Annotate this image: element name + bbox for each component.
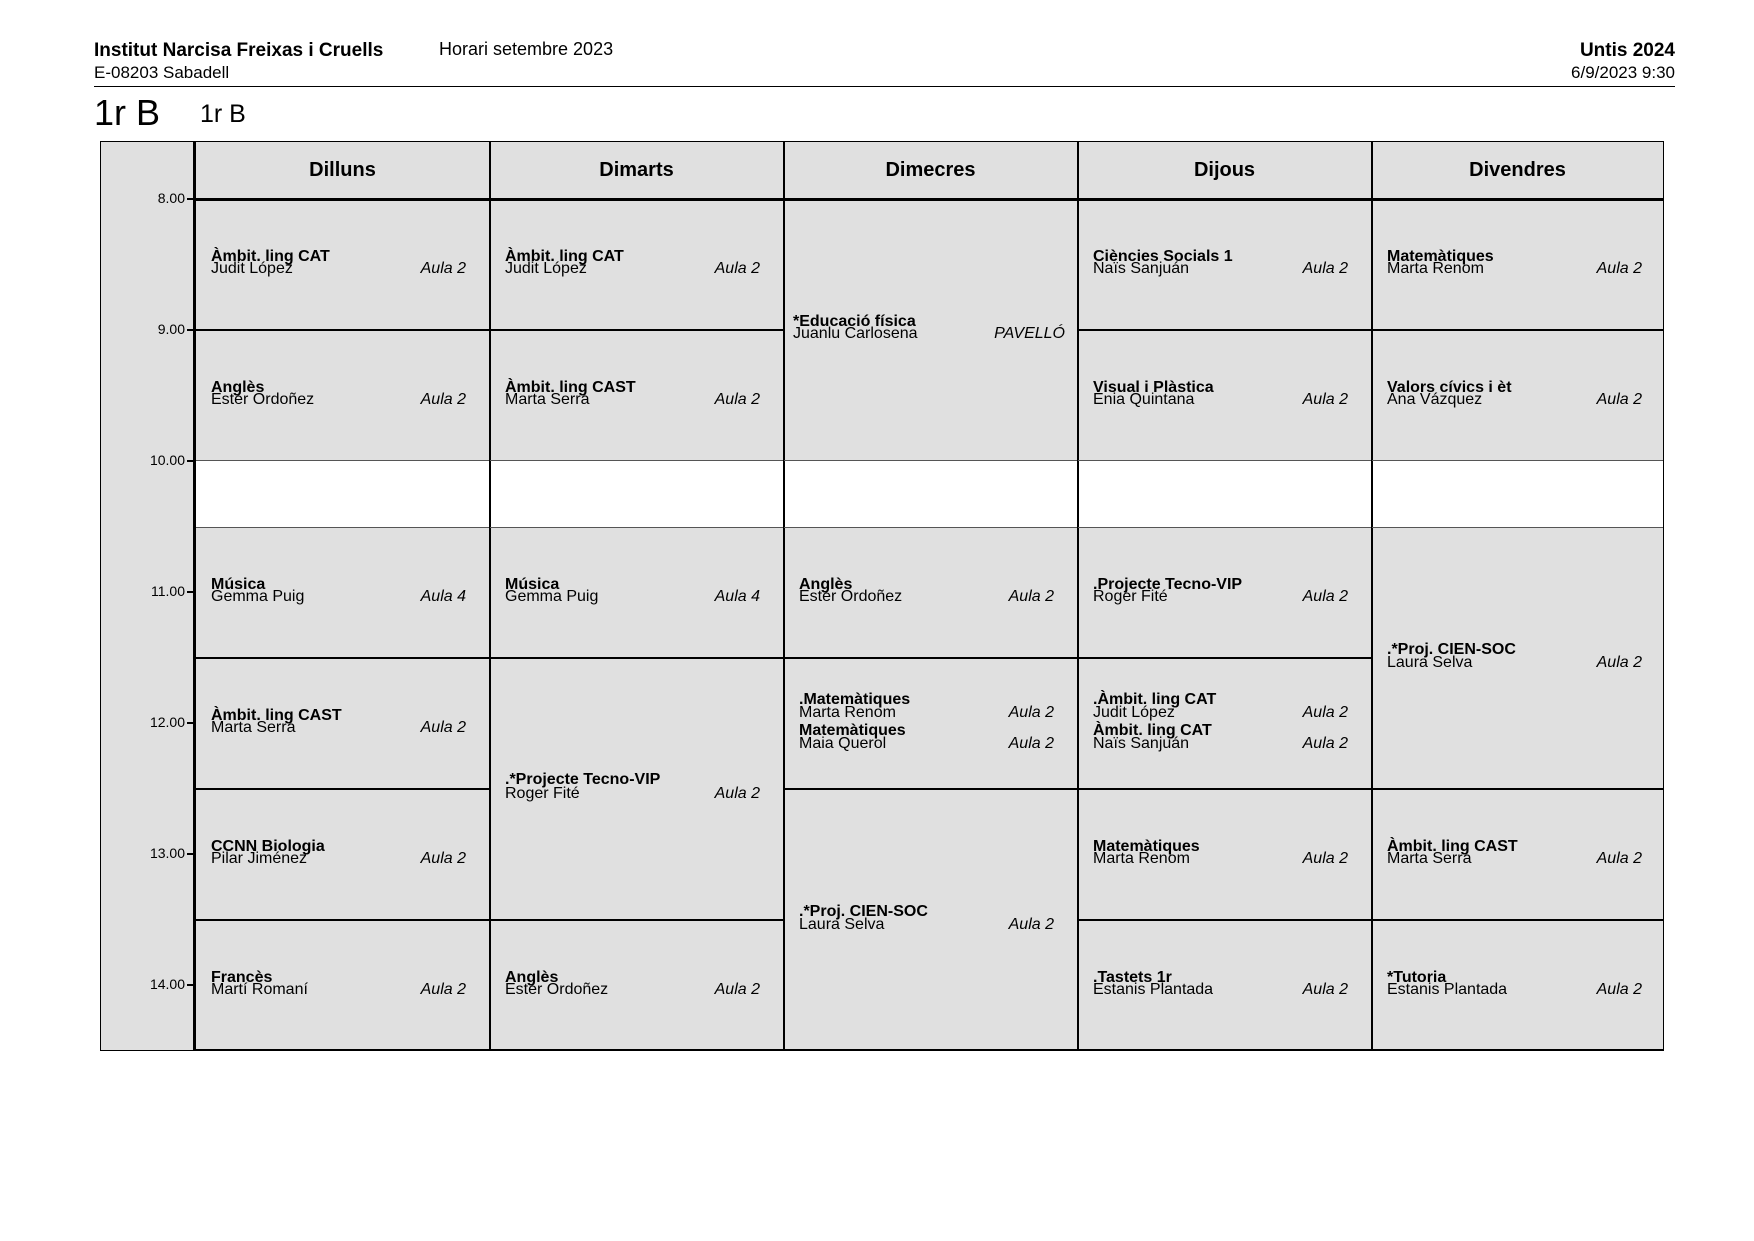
lesson-room: Aula 2	[714, 785, 760, 802]
break-cell	[784, 461, 1077, 528]
class-code: 1r B	[94, 92, 161, 133]
class-name: 1r B	[200, 100, 246, 128]
lesson-teacher: Ester Ordoñez	[799, 588, 903, 605]
lesson-room: Aula 2	[1008, 588, 1054, 605]
lesson-subject: Matemàtiques	[1387, 248, 1494, 265]
time-tick	[187, 329, 193, 331]
cell-border	[1372, 527, 1663, 528]
time-label: 12.00	[149, 714, 185, 730]
lesson-subject: .*Proj. CIEN-SOC	[1387, 641, 1516, 658]
lesson-teacher: Gemma Puig	[505, 588, 599, 605]
cell-border	[490, 657, 783, 659]
lesson-subject: Àmbit. ling CAT	[505, 248, 624, 265]
cell-border	[784, 657, 1077, 659]
print-timestamp: 6/9/2023 9:30	[1571, 63, 1675, 82]
cell-border	[1372, 788, 1663, 790]
cell-border	[196, 919, 489, 921]
lesson-teacher: Laura Selva	[799, 916, 885, 933]
lesson-teacher: Marta Renom	[799, 704, 896, 721]
grid-bottom-rule	[196, 1049, 1663, 1051]
lesson-room: Aula 2	[1302, 704, 1348, 721]
time-tick	[187, 853, 193, 855]
cell-border	[784, 527, 1077, 528]
lesson-room: Aula 2	[1596, 654, 1642, 671]
break-cell	[1078, 461, 1371, 528]
lesson-room: Aula 2	[420, 850, 466, 867]
cell-border	[196, 329, 489, 331]
lesson-subject: Àmbit. ling CAST	[505, 379, 636, 396]
column-divider	[489, 141, 491, 1051]
lesson-subject: Àmbit. ling CAT	[211, 248, 330, 265]
day-header-divendres: Divendres	[1469, 159, 1566, 181]
lesson-teacher: Martí Romaní	[211, 981, 308, 998]
cell-border	[1078, 527, 1371, 528]
school-address: E-08203 Sabadell	[94, 63, 230, 82]
lesson-teacher: Judit López	[1093, 704, 1175, 721]
lesson-room: Aula 2	[1596, 260, 1642, 277]
lesson-teacher: Naïs Sanjuán	[1093, 260, 1190, 277]
time-tick	[187, 984, 193, 986]
time-tick	[187, 460, 193, 462]
lesson-subject: Ciències Socials 1	[1093, 248, 1233, 265]
lesson-subject: .*Projecte Tecno-VIP	[505, 771, 661, 788]
lesson-subject: Valors cívics i èt	[1387, 379, 1512, 396]
lesson-teacher: Maia Querol	[799, 735, 887, 752]
column-divider	[1371, 141, 1373, 1051]
time-column-border	[193, 141, 196, 1051]
lesson-subject: Àmbit. ling CAT	[1093, 722, 1212, 739]
lesson-teacher: Ana Vázquez	[1387, 391, 1483, 408]
lesson-room: Aula 4	[714, 588, 760, 605]
lesson-teacher: Marta Serra	[1387, 850, 1472, 867]
cell-border	[1372, 329, 1663, 331]
cell-border	[196, 657, 489, 659]
time-label: 14.00	[149, 976, 185, 992]
cell-border	[196, 460, 489, 461]
cell-border	[1078, 657, 1371, 659]
column-divider	[1077, 141, 1079, 1051]
lesson-subject: *Educació física	[793, 313, 916, 330]
lesson-subject: Matemàtiques	[799, 722, 906, 739]
lesson-room: Aula 4	[420, 588, 466, 605]
break-cell	[490, 461, 783, 528]
cell-border	[1078, 788, 1371, 790]
cell-border	[196, 527, 489, 528]
lesson-subject: Visual i Plàstica	[1093, 379, 1214, 396]
lesson-teacher: Estanis Plantada	[1093, 981, 1214, 998]
cell-border	[1078, 329, 1371, 331]
lesson-teacher: Marta Renom	[1093, 850, 1190, 867]
lesson-subject: Àmbit. ling CAST	[1387, 838, 1518, 855]
lesson-room: Aula 2	[1302, 981, 1348, 998]
lesson-room: Aula 2	[1596, 981, 1642, 998]
lesson-teacher: Marta Renom	[1387, 260, 1484, 277]
lesson-room: Aula 2	[1302, 588, 1348, 605]
lesson-teacher: Pilar Jiménez	[211, 850, 308, 867]
time-tick	[187, 722, 193, 724]
cell-border	[1078, 919, 1371, 921]
header-rule	[94, 86, 1675, 87]
lesson-room: Aula 2	[420, 260, 466, 277]
lesson-subject: Àmbit. ling CAST	[211, 707, 342, 724]
time-label: 13.00	[149, 845, 185, 861]
lesson-subject: Anglès	[211, 379, 265, 396]
lesson-teacher: Naïs Sanjuán	[1093, 735, 1190, 752]
time-label: 8.00	[157, 190, 185, 206]
break-cell	[196, 461, 489, 528]
lesson-teacher: Marta Serra	[505, 391, 590, 408]
lesson-teacher: Ester Ordoñez	[505, 981, 609, 998]
lesson-subject: CCNN Biologia	[211, 838, 325, 855]
lesson-subject: .*Proj. CIEN-SOC	[799, 903, 928, 920]
day-header-dimecres: Dimecres	[885, 159, 976, 181]
lesson-room: Aula 2	[420, 391, 466, 408]
lesson-teacher: Judit López	[211, 260, 293, 277]
time-tick	[187, 198, 193, 200]
lesson-teacher: Judit López	[505, 260, 587, 277]
lesson-teacher: Estanis Plantada	[1387, 981, 1508, 998]
header-row-rule	[193, 198, 1664, 201]
break-cell	[1372, 461, 1663, 528]
lesson-teacher: Enia Quintana	[1093, 391, 1195, 408]
lesson-room: Aula 2	[1302, 260, 1348, 277]
cell-border	[490, 527, 783, 528]
cell-border	[1372, 460, 1663, 461]
lesson-room: Aula 2	[1302, 735, 1348, 752]
lesson-teacher: Juanlu Carlosena	[793, 325, 918, 342]
time-label: 9.00	[157, 321, 185, 337]
lesson-teacher: Roger Fité	[505, 785, 580, 802]
lesson-subject: Anglès	[799, 576, 853, 593]
column-divider	[783, 141, 785, 1051]
lesson-subject: Matemàtiques	[1093, 838, 1200, 855]
lesson-subject: .Matemàtiques	[799, 691, 911, 708]
lesson-subject: .Àmbit. ling CAT	[1093, 691, 1217, 708]
cell-border	[490, 329, 783, 331]
lesson-subject: *Tutoria	[1387, 969, 1447, 986]
cell-border	[1372, 919, 1663, 921]
lesson-room: Aula 2	[1596, 850, 1642, 867]
schedule-subtitle: Horari setembre 2023	[439, 39, 614, 59]
lesson-room: Aula 2	[1302, 850, 1348, 867]
lesson-subject: Música	[211, 576, 266, 593]
product-name: Untis 2024	[1579, 40, 1675, 61]
time-label: 10.00	[149, 452, 185, 468]
lesson-subject: .Projecte Tecno-VIP	[1093, 576, 1243, 593]
cell-border	[196, 788, 489, 790]
lesson-room: Aula 2	[714, 260, 760, 277]
lesson-teacher: Roger Fité	[1093, 588, 1168, 605]
lesson-room: Aula 2	[1302, 391, 1348, 408]
lesson-teacher: Gemma Puig	[211, 588, 305, 605]
lesson-room: Aula 2	[420, 719, 466, 736]
lesson-room: Aula 2	[420, 981, 466, 998]
lesson-room: Aula 2	[714, 981, 760, 998]
lesson-teacher: Ester Ordoñez	[211, 391, 315, 408]
day-header-dijous: Dijous	[1193, 159, 1256, 181]
lesson-room: PAVELLÓ	[994, 325, 1065, 342]
school-name: Institut Narcisa Freixas i Cruells	[94, 40, 384, 61]
day-header-dimarts: Dimarts	[599, 159, 674, 181]
time-tick	[187, 591, 193, 593]
lesson-room: Aula 2	[1008, 916, 1054, 933]
cell-border	[784, 788, 1077, 790]
lesson-teacher: Laura Selva	[1387, 654, 1473, 671]
lesson-subject: Francès	[211, 969, 273, 986]
lesson-room: Aula 2	[714, 391, 760, 408]
time-label: 11.00	[151, 583, 185, 599]
cell-border	[490, 919, 783, 921]
lesson-room: Aula 2	[1008, 735, 1054, 752]
cell-border	[1078, 460, 1371, 461]
lesson-subject: .Tastets 1r	[1093, 969, 1172, 986]
lesson-room: Aula 2	[1596, 391, 1642, 408]
day-header-dilluns: Dilluns	[309, 159, 376, 181]
lesson-subject: Música	[505, 576, 560, 593]
lesson-subject: Anglès	[505, 969, 559, 986]
lesson-room: Aula 2	[1008, 704, 1054, 721]
lesson-teacher: Marta Serra	[211, 719, 296, 736]
cell-border	[784, 460, 1077, 461]
cell-border	[490, 460, 783, 461]
